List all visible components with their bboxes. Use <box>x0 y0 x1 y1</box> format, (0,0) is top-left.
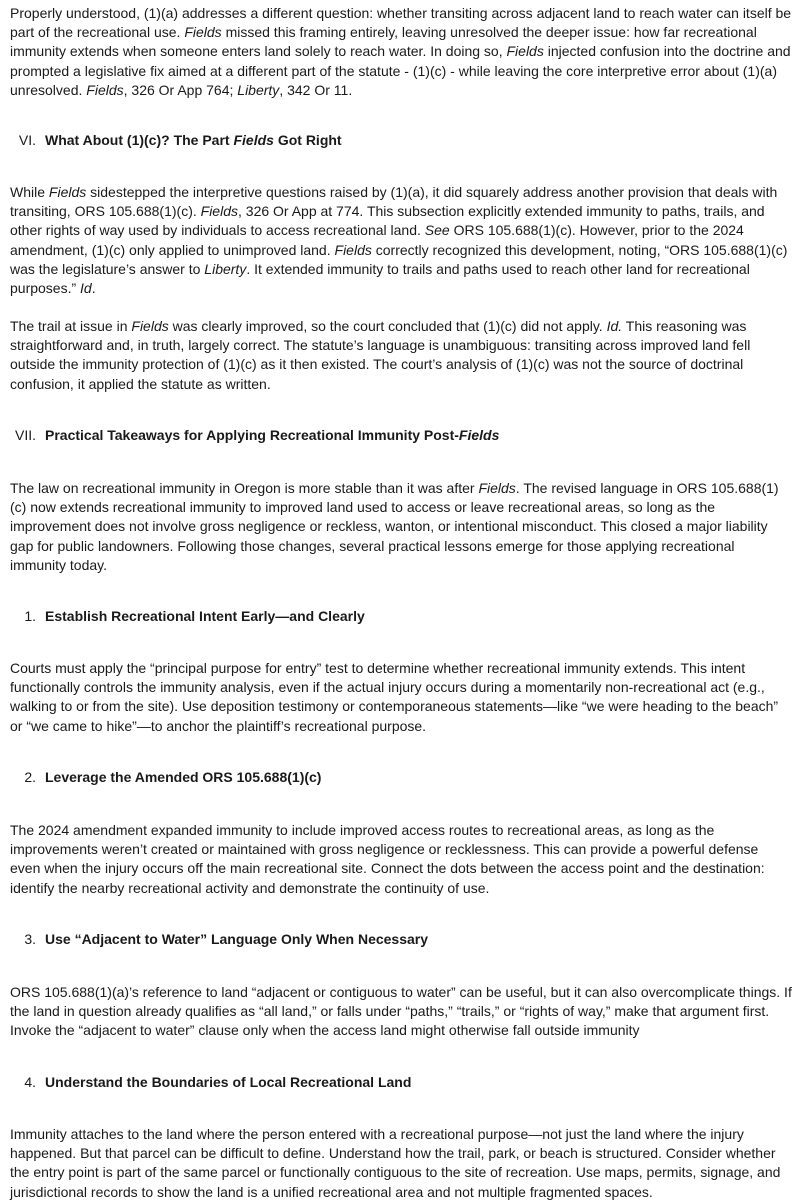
text-run: ORS 105.688(1)(c). However, prior to the 2024 amendment, (1)(c) only applied to unimproved land. <box>10 222 744 258</box>
section-number: VII. <box>14 427 36 443</box>
italic-text-run: Fields <box>478 480 516 496</box>
list-title <box>45 1074 411 1090</box>
italic-text-run: Liberty <box>204 260 247 277</box>
section-number: VI. <box>18 132 36 148</box>
text-run: injected confusion into the doctrine and prompted a legislative fix aimed at a different part of the statute - (1)(c) - while leaving the core interpretive error about (1)(a) unresolved. <box>10 43 791 98</box>
section-title <box>45 427 499 443</box>
text-run: , 326 Or App 764; <box>123 81 238 98</box>
text-run: . <box>91 280 96 297</box>
paragraph-boundaries <box>10 1125 792 1202</box>
paragraph-1c-analysis <box>10 183 792 298</box>
list-number: 1. <box>24 608 36 624</box>
list-title <box>45 769 321 785</box>
text-run: Practical Takeaways for Applying Recreational Immunity Post- <box>45 427 459 443</box>
text-run: , 342 Or 11. <box>279 81 353 98</box>
list-heading-1 <box>0 607 365 626</box>
italic-text-run: Liberty <box>237 81 280 98</box>
paragraph-adjacent-water <box>10 983 792 1041</box>
italic-text-run: Fields <box>334 241 372 258</box>
italic-text-run: Fields <box>48 184 87 200</box>
text-run: , 326 Or App at 774. This subsection explicitly extended immunity to paths, trails, and other rights of way used by individuals to access recreational land. <box>10 203 765 239</box>
text-run: The trail at issue in <box>10 318 132 334</box>
paragraph-law-stable <box>10 479 792 575</box>
paragraph-recreational-intent <box>10 659 792 736</box>
italic-text-run: Fields <box>184 24 222 41</box>
italic-text-run: See <box>424 222 450 239</box>
list-title <box>45 608 365 624</box>
text-run: . The revised language in ORS 105.688(1)(c) now extends recreational immunity to improved land used to access or leave recreational areas, so long as the improvement does not involve gross negligence or reckless, wanton, or intentional misconduct. This closed a major liability gap for public landowners. Following those changes, several practical lessons emerge for those applying recreational immunity today. <box>10 480 779 573</box>
italic-text-run: Id <box>80 280 92 297</box>
section-heading-vii <box>0 426 499 445</box>
italic-text-run: Fields <box>233 132 274 148</box>
list-title <box>45 931 428 947</box>
text-run: ORS 105.688(1)(a)’s reference to land “adjacent or contiguous to water” can be useful, but it can also overcomplicate things. If the land in question already qualifies as “all land,” or falls under “paths,” “trails,” or “rights of way,” make that argument first. Invoke the “adjacent to water” clause only when the access land might otherwise fall outside immunity <box>10 984 792 1039</box>
text-run: The law on recreational immunity in Oregon is more stable than it was after <box>10 480 479 496</box>
list-number: 4. <box>24 1074 36 1090</box>
list-number: 2. <box>24 769 36 785</box>
italic-text-run: Fields <box>200 203 238 220</box>
text-run: What About (1)(c)? The Part <box>45 132 234 148</box>
italic-text-run: Id. <box>606 318 623 334</box>
text-run: This reasoning was straightforward and, in truth, largely correct. The statute’s language is unambiguous: transiting across improved land fell outside the immunity protection of (1)(c) as it then existed. The court’s analysis of (1)(c) was not the source of doctrinal confusion, it applied the statute as written. <box>10 318 751 392</box>
text-run: Courts must apply the “principal purpose for entry” test to determine whether recreational immunity extends. This intent functionally controls the immunity analysis, even if the actual injury occurs during a momentarily non-recreational act (e.g., walking to or from the site). Use deposition testimony or contemporaneous statements—like “we were heading to the beach” or “we came to hike”—to anchor the plaintiff’s recreational purpose. <box>10 660 779 734</box>
italic-text-run: Fields <box>86 81 124 98</box>
italic-text-run: Fields <box>131 318 169 334</box>
list-number: 3. <box>24 931 36 947</box>
paragraph-amendment <box>10 821 792 898</box>
text-run: Got Right <box>273 132 342 148</box>
italic-text-run: Fields <box>458 427 500 443</box>
italic-text-run: Fields <box>506 43 544 60</box>
text-run: missed this framing entirely, leaving unresolved the deeper issue: how far recreational immunity extends when someone enters land solely to reach water. In doing so, <box>10 24 757 60</box>
section-title <box>45 132 342 148</box>
list-heading-2 <box>0 768 321 787</box>
list-heading-4 <box>0 1073 411 1092</box>
text-run: Leverage the Amended ORS 105.688(1)(c) <box>45 769 322 785</box>
text-run: Establish Recreational Intent Early—and Clearly <box>45 608 365 624</box>
text-run: sidestepped the interpretive questions raised by (1)(a), it did squarely address another provision that deals with transiting, ORS 105.688(1)(c). <box>10 184 778 220</box>
text-run: While <box>10 184 49 200</box>
list-heading-3 <box>0 930 428 949</box>
paragraph-fields-framing <box>10 4 792 100</box>
text-run: Understand the Boundaries of Local Recreational Land <box>45 1074 412 1090</box>
text-run: . It extended immunity to trails and paths used to reach other land for recreational purposes.” <box>10 260 750 297</box>
text-run: Properly understood, (1)(a) addresses a different question: whether transiting across adjacent land to reach water can itself be part of the recreational use. <box>10 5 792 41</box>
paragraph-trail-improved <box>10 317 792 394</box>
text-run: was clearly improved, so the court concluded that (1)(c) did not apply. <box>168 318 607 334</box>
text-run: Use “Adjacent to Water” Language Only When Necessary <box>45 931 429 947</box>
text-run: The 2024 amendment expanded immunity to include improved access routes to recreational areas, as long as the improvements weren’t created or maintained with gross negligence or recklessness. This can provide a powerful defense even when the injury occurs off the main recreational site. Connect the dots between the access point and the destination: identify the nearby recreational activity and demonstrate the continuity of use. <box>10 822 765 896</box>
section-heading-vi <box>0 131 342 150</box>
text-run: correctly recognized this development, noting, “ORS 105.688(1)(c) was the legislature’s answer to <box>10 241 788 277</box>
text-run: Immunity attaches to the land where the person entered with a recreational purpose—not just the land where the injury happened. But that parcel can be difficult to define. Understand how the trail, park, or beach is structured. Consider whether the entry point is part of the same parcel or functionally contiguous to the site of recreation. Use maps, permits, signage, and jurisdictional records to show the land is a unified recreational area and not multiple fragmented spaces. <box>10 1126 781 1200</box>
